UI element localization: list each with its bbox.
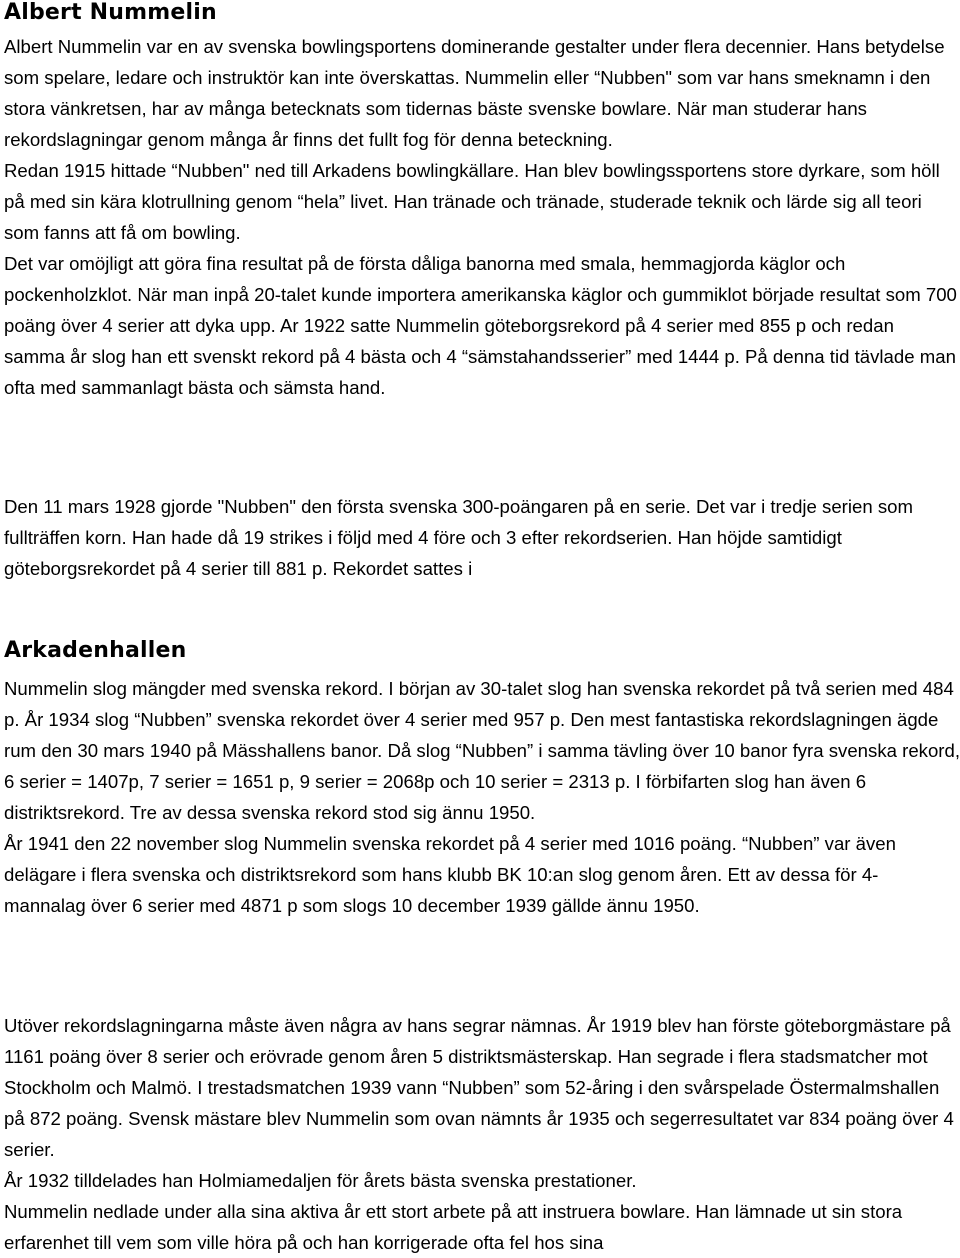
- paragraph-300-game: Den 11 mars 1928 gjorde "Nubben" den första svenska 300-poängaren på en serie. Det var i tredje serien som fullträffen korn. Han hade då 19 strikes i följd med 4 före och 3 efter rekordserien. Han höjde samtidigt göteborgsrekordet på 4 serier till 881 p. Rekordet sattes i: [4, 496, 913, 579]
- paragraph-arkaden-kallare: Redan 1915 hittade “Nubben" ned till Arkadens bowlingkällare. Han blev bowlingssportens store dyrkare, som höll på med sin kära klotrullning genom “hela” livet. Han tränade och tränade, studerade teknik och lärde sig all teori som fanns att få om bowling.: [4, 160, 940, 243]
- paragraph-early-records: Det var omöjligt att göra fina resultat på de första dåliga banorna med smala, hemmagjorda käglor och pockenholzklot. När man inpå 20-talet kunde importera amerikanska käglor och gummiklot började resultat som 700 poäng över 4 serier att dyka upp. Ar 1922 satte Nummelin göteborgsrekord på 4 serier med 855 p och redan samma år slog han ett svenskt rekord på 4 bästa och 4 “sämstahandsserier” med 1444 p. På denna tid tävlade man ofta med sammanlagt bästa och sämsta hand.: [4, 253, 957, 398]
- record-300-text-block: [4, 491, 960, 584]
- heading-albert-nummelin: Albert Nummelin: [4, 0, 217, 25]
- paragraph-instructor: Nummelin nedlade under alla sina aktiva år ett stort arbete på att instruera bowlare. Han lämnade ut sin stora erfarenhet till vem som ville höra på och han korrigerade ofta fel hos sina: [4, 1201, 903, 1253]
- paragraph-swedish-records: Nummelin slog mängder med svenska rekord. I början av 30-talet slog han svenska rekordet på två serien med 484 p. År 1934 slog “Nubben” svenska rekordet över 4 serier med 957 p. Den mest fantastiska rekordslagningen ägde rum den 30 mars 1940 på Mässhallens banor. Då slog “Nubben” i samma tävling över 10 banor fyra svenska rekord, 6 serier = 1407p, 7 serier = 1651 p, 9 serier = 2068p och 10 serier = 2313 p. I förbifarten slog han även 6 distriktsrekord. Tre av dessa svenska rekord stod sig ännu 1950.: [4, 678, 960, 823]
- records-text-block: [4, 673, 960, 921]
- intro-text-block: [4, 31, 960, 403]
- paragraph-1941-record: År 1941 den 22 november slog Nummelin svenska rekordet på 4 serier med 1016 poäng. “Nubben” var även delägare i flera svenska och distriktsrekord som hans klubb BK 10:an slog genom åren. Ett av dessa för 4-mannalag över 6 serier med 4871 p som slogs 10 december 1939 gällde ännu 1950.: [4, 833, 896, 916]
- victories-text-block: [4, 1010, 960, 1258]
- paragraph-holmiamedaljen: År 1932 tilldelades han Holmiamedaljen för årets bästa svenska prestationer.: [4, 1170, 637, 1191]
- paragraph-victories: Utöver rekordslagningarna måste även några av hans segrar nämnas. År 1919 blev han förste göteborgmästare på 1161 poäng över 8 serier och erövrade genom åren 5 distriktsmästerskap. Han segrade i flera stadsmatcher mot Stockholm och Malmö. I trestadsmatchen 1939 vann “Nubben” som 52-åring i den svårspelade Östermalmshallen på 872 poäng. Svensk mästare blev Nummelin som ovan nämnts år 1935 och segerresultatet var 834 poäng över 4 serier.: [4, 1015, 954, 1160]
- heading-arkadenhallen: Arkadenhallen: [4, 638, 187, 663]
- paragraph-intro: Albert Nummelin var en av svenska bowlingsportens dominerande gestalter under flera decennier. Hans betydelse som spelare, ledare och instruktör kan inte överskattas. Nummelin eller “Nubben" som var hans smeknamn i den stora vänkretsen, har av många betecknats som tidernas bäste svenske bowlare. När man studerar hans rekordslagningar genom många år finns det fullt fog för denna beteckning.: [4, 36, 945, 150]
